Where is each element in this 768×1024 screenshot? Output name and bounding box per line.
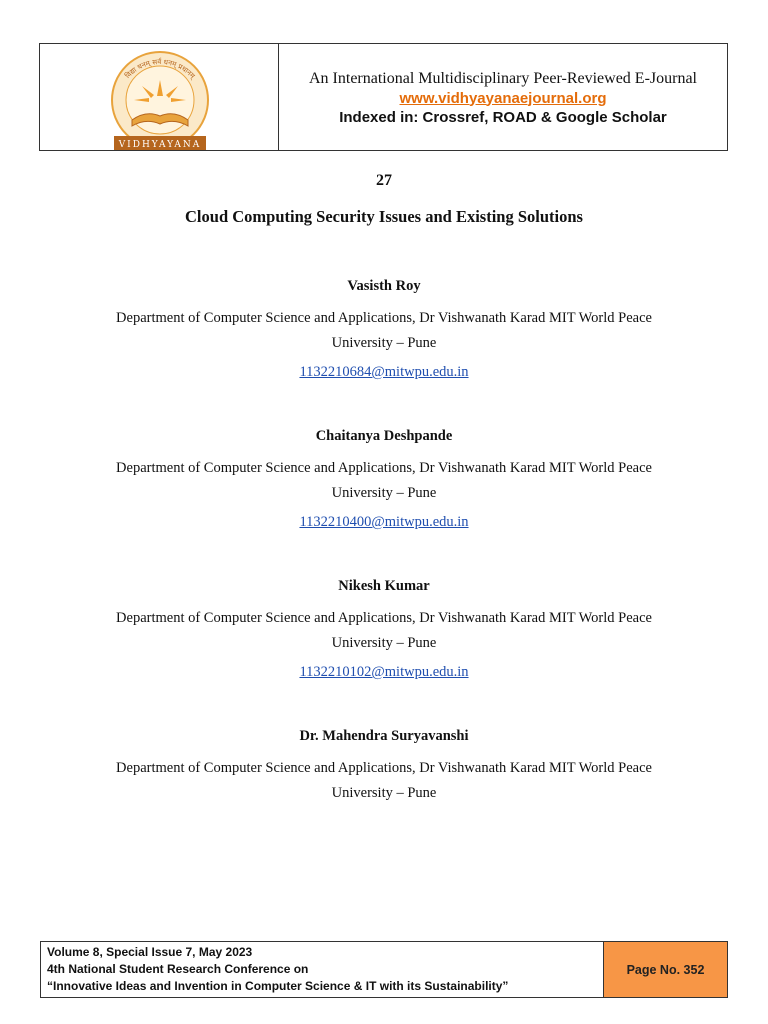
footer-info bbox=[41, 942, 603, 997]
footer-conference: 4th National Student Research Conference on bbox=[47, 962, 309, 976]
author-block bbox=[0, 276, 768, 382]
vidhyayana-logo bbox=[96, 48, 224, 152]
footer-volume: Volume 8, Special Issue 7, May 2023 bbox=[47, 945, 253, 959]
author-block bbox=[0, 726, 768, 806]
affiliation-line: University – Pune bbox=[331, 485, 437, 501]
logo-arc-text: विद्या धनम् सर्व धनम् प्रधानम् bbox=[123, 57, 197, 81]
author-email-link[interactable]: 1132210400@mitwpu.edu.in bbox=[299, 514, 469, 530]
author-affiliation bbox=[0, 606, 768, 656]
author-affiliation bbox=[0, 456, 768, 506]
logo-cell bbox=[40, 44, 279, 150]
author-name: Dr. Mahendra Suryavanshi bbox=[299, 728, 469, 744]
author-affiliation bbox=[0, 756, 768, 806]
journal-header bbox=[39, 43, 728, 151]
paper-title: Cloud Computing Security Issues and Existing Solutions bbox=[185, 207, 583, 226]
author-block bbox=[0, 426, 768, 532]
paper-number: 27 bbox=[376, 172, 392, 189]
affiliation-line: University – Pune bbox=[331, 335, 437, 351]
author-email-link[interactable]: 1132210102@mitwpu.edu.in bbox=[299, 664, 469, 680]
journal-tagline: An International Multidisciplinary Peer-Reviewed E-Journal bbox=[308, 69, 697, 87]
author-email-link[interactable]: 1132210684@mitwpu.edu.in bbox=[299, 364, 469, 380]
affiliation-line: University – Pune bbox=[331, 635, 437, 651]
logo-text: VIDHYAYANA bbox=[118, 140, 202, 150]
author-name: Chaitanya Deshpande bbox=[315, 428, 453, 444]
author-affiliation bbox=[0, 306, 768, 356]
affiliation-line: Department of Computer Science and Applications, Dr Vishwanath Karad MIT World Peace bbox=[116, 460, 652, 476]
affiliation-line: Department of Computer Science and Applications, Dr Vishwanath Karad MIT World Peace bbox=[116, 610, 652, 626]
journal-website-link[interactable]: www.vidhyayanaejournal.org bbox=[399, 89, 607, 107]
affiliation-line: Department of Computer Science and Applications, Dr Vishwanath Karad MIT World Peace bbox=[116, 310, 652, 326]
page-number-badge: Page No. 352 bbox=[603, 942, 727, 997]
author-name: Vasisth Roy bbox=[347, 278, 421, 294]
footer-theme: “Innovative Ideas and Invention in Computer Science & IT with its Sustainability” bbox=[47, 979, 509, 993]
page-footer bbox=[40, 941, 728, 998]
author-block bbox=[0, 576, 768, 682]
affiliation-line: Department of Computer Science and Applications, Dr Vishwanath Karad MIT World Peace bbox=[116, 760, 652, 776]
journal-indexing: Indexed in: Crossref, ROAD & Google Scholar bbox=[339, 108, 667, 126]
author-name: Nikesh Kumar bbox=[338, 578, 430, 594]
affiliation-line: University – Pune bbox=[331, 785, 437, 801]
journal-info bbox=[279, 44, 727, 150]
